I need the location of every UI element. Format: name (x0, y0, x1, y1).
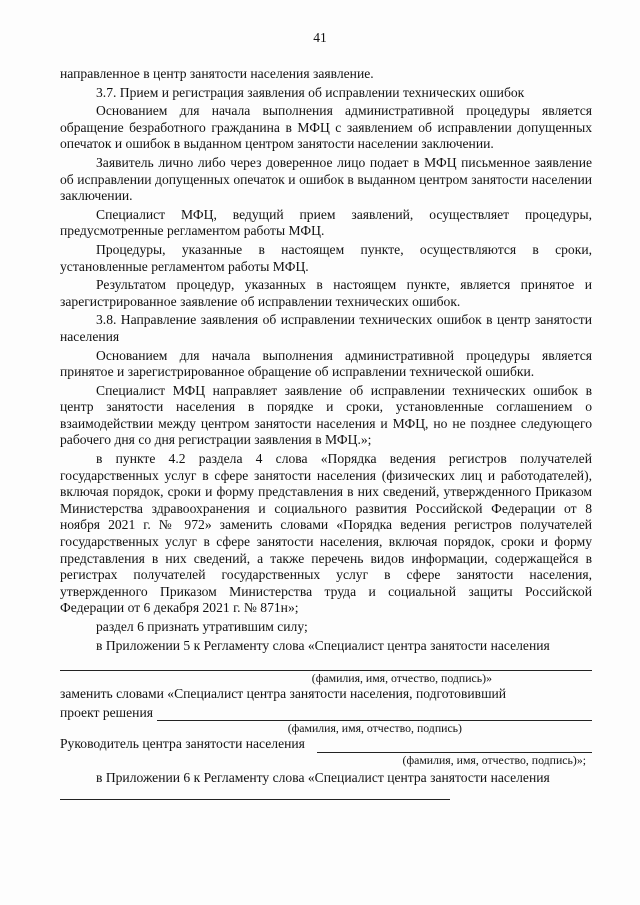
paragraph-6: Результатом процедур, указанных в настоящем пункте, является принятое и зарегистрированное заявление об исправлении технических ошибок. (60, 277, 592, 309)
paragraph-0: направленное в центр занятости населения заявление. (60, 66, 374, 81)
project-signature-line (157, 706, 592, 721)
paragraph-8: Основанием для начала выполнения административной процедуры является принятое и зарегистрированное обращение об исправлении технической ошибки. (60, 347, 592, 380)
paragraph-5: Процедуры, указанные в настоящем пункте, осуществляются в сроки, установленные регламентом работы МФЦ. (60, 241, 592, 274)
head-line-row (60, 736, 592, 753)
project-line-row (60, 705, 592, 722)
signature-line-1 (60, 656, 592, 671)
paragraph-10: в пункте 4.2 раздела 4 слова «Порядка ведения регистров получателей государственных услуг в сфере занятости населения (физических лиц и работодателей), включая порядок, сроки и форму представления в них сведений, утвержденного Приказом Министерства здравоохранения и социального развития Российской Федерации от 8 ноября 2021 г. № 972» заменить словами «Порядка ведения регистров получателей государственных услуг в сфере занятости населения, включая порядок, сроки и форму представления в них сведений, а также перечень видов информации, содержащейся в регистрах получателей государственных услуг в сфере занятости населения, утвержденного Приказом Министерства труда и социальной защиты Российской Федерации от 6 декабря 2021 г. № 871н»; (60, 451, 592, 616)
signature-line-last (60, 789, 450, 800)
signature-caption-2: (фамилия, имя, отчество, подпись) (287, 721, 462, 736)
replace-text: заменить словами «Специалист центра занятости населения, подготовивший (60, 686, 507, 702)
page-number: 41 (313, 30, 327, 45)
signature-caption-1: (фамилия, имя, отчество, подпись)» (311, 671, 492, 686)
head-label: Руководитель центра занятости населения (60, 736, 305, 752)
paragraph-3: Заявитель лично либо через доверенное лицо подает в МФЦ письменное заявление об исправлении допущенных опечаток и ошибок в выданном центром занятости населении заключении. (60, 154, 592, 204)
signature-caption-3: (фамилия, имя, отчество, подпись)»; (402, 752, 586, 767)
project-label: проект решения (60, 704, 153, 720)
paragraph-9: Специалист МФЦ направляет заявление об исправлении технических ошибок в центр занятости населения в порядке и сроки, установленные соглашением о взаимодействии между центром занятости населения и МФЦ, но не позднее следующего рабочего дня со дня регистрации заявления в МФЦ.»; (60, 382, 592, 448)
signature-block-1 (60, 656, 592, 685)
head-signature-line (317, 738, 592, 753)
last-paragraph: в Приложении 6 к Регламенту слова «Специалист центра занятости населения (96, 769, 550, 785)
document-body (60, 66, 592, 800)
section-heading-3-7: 3.7. Прием и регистрация заявления об исправлении технических ошибок (96, 84, 525, 100)
paragraph-12: в Приложении 5 к Регламенту слова «Специалист центра занятости населения (96, 637, 550, 653)
paragraph-4: Специалист МФЦ, ведущий прием заявлений, осуществляет процедуры, предусмотренные регламентом работы МФЦ. (60, 206, 592, 239)
paragraph-11: раздел 6 признать утратившим силу; (96, 619, 308, 634)
section-heading-3-8: 3.8. Направление заявления об исправлении технических ошибок в центр занятости населения (60, 312, 592, 344)
paragraph-2: Основанием для начала выполнения административной процедуры является обращение безработного гражданина в МФЦ с заявлением об исправлении допущенных опечаток и ошибок в выданном центром занятости населении заключении. (60, 103, 592, 152)
